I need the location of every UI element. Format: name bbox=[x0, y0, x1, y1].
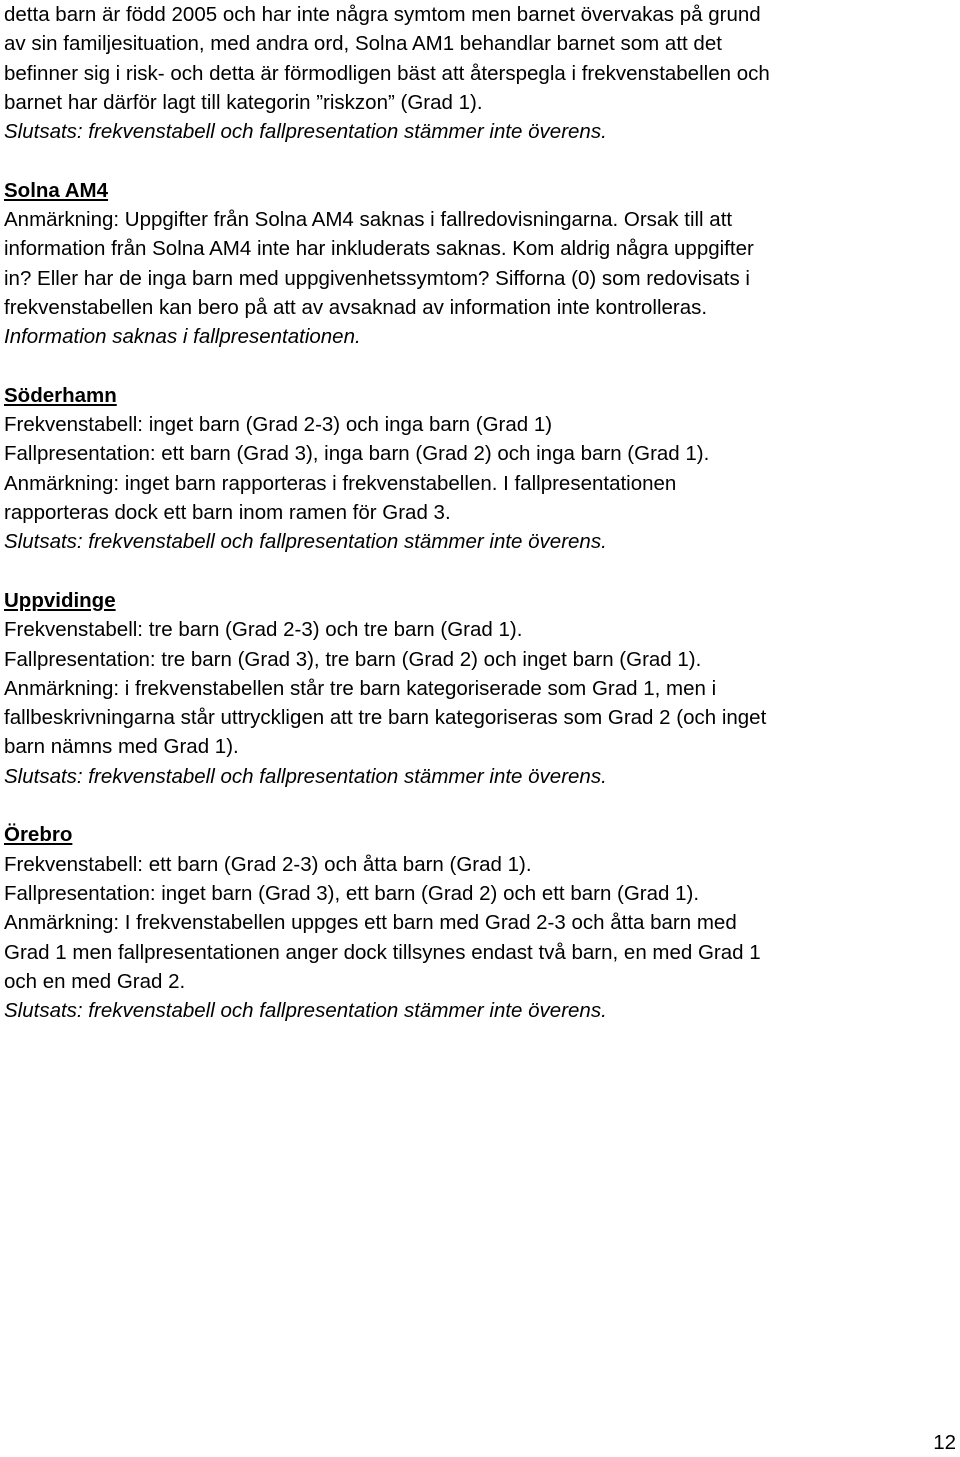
section-heading-solna: Solna AM4 bbox=[4, 178, 109, 202]
uppvidinge-line: barn nämns med Grad 1). bbox=[4, 735, 239, 759]
orebro-line: och en med Grad 2. bbox=[4, 969, 186, 993]
orebro-conclusion: Slutsats: frekvenstabell och fallpresentation stämmer inte överens. bbox=[4, 999, 607, 1023]
solna-section bbox=[4, 176, 954, 352]
section-heading-orebro: Örebro bbox=[4, 823, 73, 847]
soderhamn-line: Anmärkning: inget barn rapporteras i frekvenstabellen. I fallpresentationen bbox=[4, 471, 677, 495]
uppvidinge-line: fallbeskrivningarna står uttryckligen att tre barn kategoriseras som Grad 2 (och inget bbox=[4, 706, 767, 730]
uppvidinge-line: Fallpresentation: tre barn (Grad 3), tre barn (Grad 2) och inget barn (Grad 1). bbox=[4, 647, 702, 671]
uppvidinge-line: Anmärkning: i frekvenstabellen står tre barn kategoriserade som Grad 1, men i bbox=[4, 676, 717, 700]
paragraph-gap bbox=[4, 146, 954, 175]
intro-conclusion: Slutsats: frekvenstabell och fallpresentation stämmer inte överens. bbox=[4, 120, 607, 144]
uppvidinge-line: Frekvenstabell: tre barn (Grad 2-3) och tre barn (Grad 1). bbox=[4, 618, 523, 642]
orebro-line: Anmärkning: I frekvenstabellen uppges ett barn med Grad 2-3 och åtta barn med bbox=[4, 911, 737, 935]
intro-line: befinner sig i risk- och detta är förmodligen bäst att återspegla i frekvenstabellen och bbox=[4, 61, 770, 85]
intro-line: barnet har därför lagt till kategorin ”riskzon” (Grad 1). bbox=[4, 90, 483, 114]
orebro-line: Fallpresentation: inget barn (Grad 3), ett barn (Grad 2) och ett barn (Grad 1). bbox=[4, 881, 700, 905]
solna-line: in? Eller har de inga barn med uppgivenhetssymtom? Sifforna (0) som redovisats i bbox=[4, 266, 750, 290]
page-number: 12 bbox=[933, 1431, 956, 1454]
orebro-section bbox=[4, 820, 954, 1025]
solna-line: frekvenstabellen kan bero på att av avsaknad av information inte kontrolleras. bbox=[4, 295, 708, 319]
intro-line: detta barn är född 2005 och har inte några symtom men barnet övervakas på grund bbox=[4, 3, 761, 26]
solna-line: Anmärkning: Uppgifter från Solna AM4 saknas i fallredovisningarna. Orsak till att bbox=[4, 208, 733, 232]
soderhamn-section bbox=[4, 381, 954, 557]
orebro-line: Grad 1 men fallpresentationen anger dock tillsynes endast två barn, en med Grad 1 bbox=[4, 940, 761, 964]
soderhamn-line: Fallpresentation: ett barn (Grad 3), inga barn (Grad 2) och inga barn (Grad 1). bbox=[4, 442, 710, 466]
paragraph-gap bbox=[4, 557, 954, 586]
paragraph-gap bbox=[4, 791, 954, 820]
intro-line: av sin familjesituation, med andra ord, Solna AM1 behandlar barnet som att det bbox=[4, 32, 722, 56]
paragraph-gap bbox=[4, 352, 954, 381]
orebro-line: Frekvenstabell: ett barn (Grad 2-3) och åtta barn (Grad 1). bbox=[4, 852, 532, 876]
section-heading-uppvidinge: Uppvidinge bbox=[4, 588, 116, 612]
solna-line: information från Solna AM4 inte har inkluderats saknas. Kom aldrig några uppgifter bbox=[4, 237, 754, 261]
document-page bbox=[4, 0, 954, 1025]
soderhamn-line: Frekvenstabell: inget barn (Grad 2-3) och inga barn (Grad 1) bbox=[4, 413, 553, 437]
solna-conclusion: Information saknas i fallpresentationen. bbox=[4, 325, 361, 349]
uppvidinge-section bbox=[4, 586, 954, 791]
section-heading-soderhamn: Söderhamn bbox=[4, 383, 117, 407]
soderhamn-line: rapporteras dock ett barn inom ramen för Grad 3. bbox=[4, 501, 451, 525]
intro-section bbox=[4, 0, 954, 146]
uppvidinge-conclusion: Slutsats: frekvenstabell och fallpresentation stämmer inte överens. bbox=[4, 764, 607, 788]
soderhamn-conclusion: Slutsats: frekvenstabell och fallpresentation stämmer inte överens. bbox=[4, 530, 607, 554]
